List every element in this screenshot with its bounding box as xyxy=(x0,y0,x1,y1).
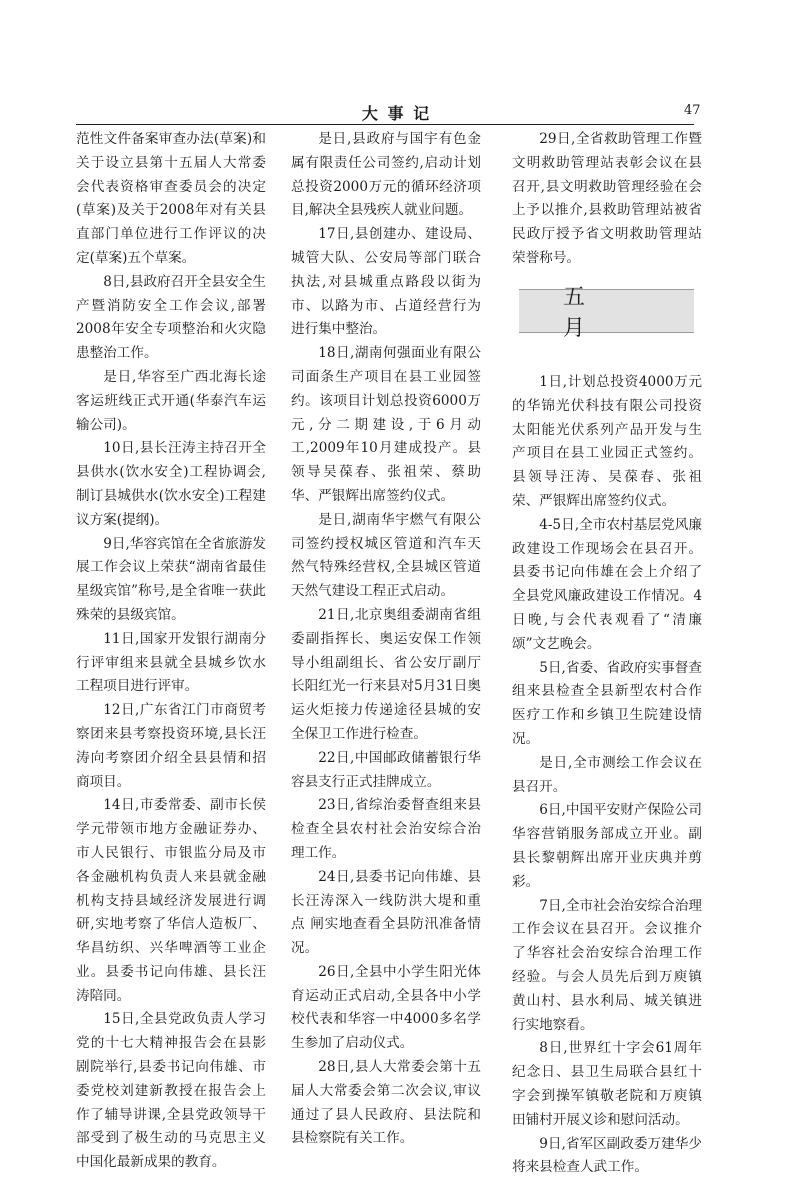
entry-paragraph: 11日,国家开发银行湖南分行评审组来县就全县城乡饮水工程项目进行评审。 xyxy=(76,628,266,699)
entry-paragraph: 是日,全市测绘工作会议在县召开。 xyxy=(512,752,702,800)
entry-paragraph: 15日,全县党政负责人学习党的十七大精神报告会在县影剧院举行,县委书记向伟雄、市委党校刘建新教授在报告会上作了辅导讲课,全县党政领导干部受到了极生动的马克思主义中国化最新成果的教育。 xyxy=(76,1008,266,1175)
entry-paragraph: 26日,全县中小学生阳光体育运动正式启动,全县各中小学校代表和华容一中4000多名学生参加了启动仪式。 xyxy=(291,961,481,1056)
entry-paragraph: 12日,广东省江门市商贸考察团来县考察投资环境,县长汪涛向考察团介绍全县县情和招商项目。 xyxy=(76,699,266,794)
entry-paragraph: 24日,县委书记向伟雄、县长汪涛深入一线防洪大堤和重点 闸实地查看全县防汛准备情况。 xyxy=(291,866,481,961)
column-3-top xyxy=(512,128,702,271)
header-rule xyxy=(76,124,694,125)
entry-paragraph: 7日,全市社会治安综合治理工作会议在县召开。会议推介了华容社会治安综合治理工作经验。与会人员先后到万庾镇黄山村、县水利局、城关镇进行实地察看。 xyxy=(512,895,702,1038)
entry-paragraph: 21日,北京奥组委湖南省组委副指挥长、奥运安保工作领导小组副组长、省公安厅副厅长阳红光一行来县对5月31日奥运火炬接力传递途径县城的安全保卫工作进行检查。 xyxy=(291,604,481,747)
column-1 xyxy=(76,128,266,1175)
column-3-bottom xyxy=(512,371,702,1180)
entry-paragraph: 6日,中国平安财产保险公司华容营销服务部成立开业。副县长黎朝辉出席开业庆典并剪彩。 xyxy=(512,799,702,894)
entry-paragraph: 18日,湖南何强面业有限公司面条生产项目在县工业园签约。该项目计划总投资6000万元,分二期建设,于6月动工,2009年10月建成投产。县领导吴葆春、张祖荣、蔡助华、严银辉出席签约仪式。 xyxy=(291,342,481,509)
entry-paragraph: 9日,省军区副政委万建华少将来县检查人武工作。 xyxy=(512,1133,702,1180)
entry-paragraph: 29日,全省救助管理工作暨文明救助管理站表彰会议在县召开,县文明救助管理经验在会上予以推介,县救助管理站被省民政厅授予省文明救助管理站荣誉称号。 xyxy=(512,128,702,271)
month-heading: 五月 xyxy=(519,289,694,333)
entry-paragraph: 8日,县政府召开全县安全生产暨消防安全工作会议,部署2008年安全专项整治和火灾隐患整治工作。 xyxy=(76,271,266,366)
entry-paragraph: 范性文件备案审查办法(草案)和关于设立县第十五届人大常委会代表资格审查委员会的决定(草案)及关于2008年对有关县直部门单位进行工作评议的决定(草案)五个草案。 xyxy=(76,128,266,271)
running-header-title: 大 事 记 xyxy=(0,101,793,124)
entry-paragraph: 23日,省综治委督查组来县检查全县农村社会治安综合治理工作。 xyxy=(291,794,481,865)
entry-paragraph: 5日,省委、省政府实事督查组来县检查全县新型农村合作医疗工作和乡镇卫生院建设情况。 xyxy=(512,657,702,752)
entry-paragraph: 28日,县人大常委会第十五届人大常委会第二次会议,审议通过了县人民政府、县法院和县检察院有关工作。 xyxy=(291,1056,481,1151)
entry-paragraph: 14日,市委常委、副市长侯学元带领市地方金融证券办、市人民银行、市银监分局及市各金融机构负责人来县就金融机构支持县域经济发展进行调研,实地考察了华信人造板厂、华昌纺织、兴华啤酒等工业企业。县委书记向伟雄、县长汪涛陪同。 xyxy=(76,794,266,1008)
entry-paragraph: 是日,县政府与国宇有色金属有限责任公司签约,启动计划总投资2000万元的循环经济项目,解决全县残疾人就业问题。 xyxy=(291,128,481,223)
page-number: 47 xyxy=(684,103,701,118)
entry-paragraph: 4-5日,全市农村基层党风廉政建设工作现场会在县召开。县委书记向伟雄在会上介绍了全县党风廉政建设工作情况。4日晚,与会代表观看了“清廉颂”文艺晚会。 xyxy=(512,514,702,657)
entry-paragraph: 9日,华容宾馆在全省旅游发展工作会议上荣获“湖南省最佳星级宾馆”称号,是全省唯一获此殊荣的县级宾馆。 xyxy=(76,533,266,628)
entry-paragraph: 是日,湖南华宇燃气有限公司签约授权城区管道和汽车天然气特殊经营权,全县城区管道天然气建设工程正式启动。 xyxy=(291,509,481,604)
entry-paragraph: 17日,县创建办、建设局、城管大队、公安局等部门联合执法,对县城重点路段以街为市、以路为市、占道经营行为进行集中整治。 xyxy=(291,223,481,342)
column-2 xyxy=(291,128,481,1151)
entry-paragraph: 22日,中国邮政储蓄银行华容县支行正式挂牌成立。 xyxy=(291,747,481,795)
entry-paragraph: 8日,世界红十字会61周年纪念日、县卫生局联合县红十字会到操军镇敬老院和万庾镇田铺村开展义诊和慰问活动。 xyxy=(512,1037,702,1132)
entry-paragraph: 1日,计划总投资4000万元的华锦光伏科技有限公司投资太阳能光伏系列产品开发与生产项目在县工业园正式签约。县领导汪涛、吴葆春、张祖荣、严银辉出席签约仪式。 xyxy=(512,371,702,514)
entry-paragraph: 10日,县长汪涛主持召开全县供水(饮水安全)工程协调会,制订县城供水(饮水安全)工程建议方案(提纲)。 xyxy=(76,437,266,532)
entry-paragraph: 是日,华容至广西北海长途客运班线正式开通(华泰汽车运输公司)。 xyxy=(76,366,266,437)
